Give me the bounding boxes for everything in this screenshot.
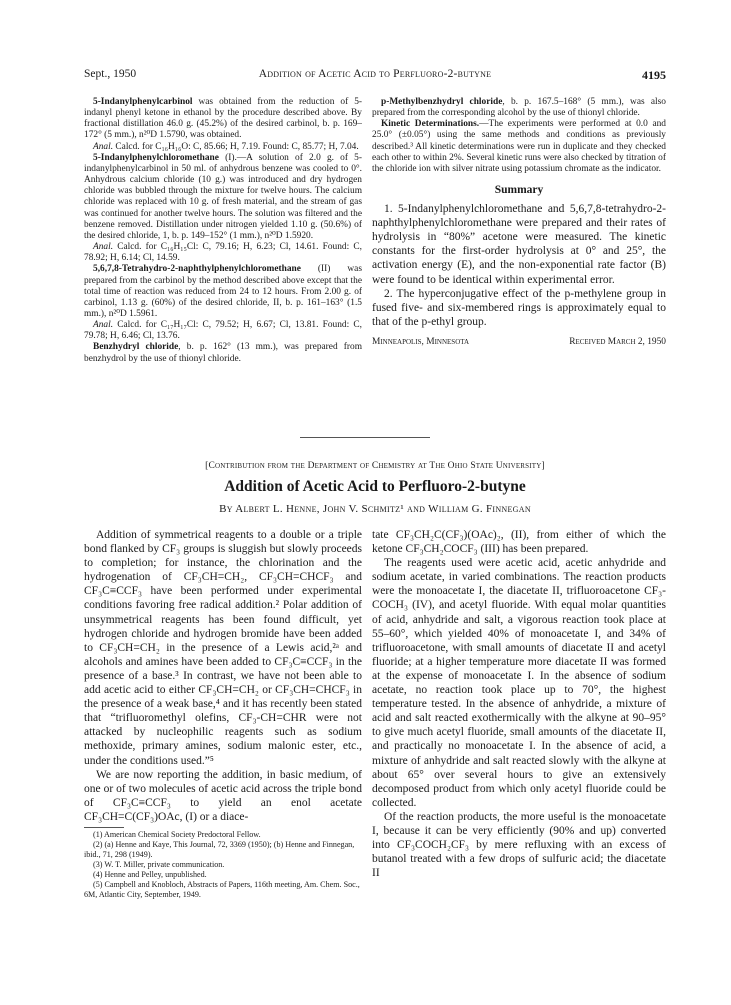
- article-separator: [300, 437, 430, 438]
- running-head-title: Addition of Acetic Acid to Perfluoro-2-butyne: [258, 68, 492, 80]
- prev-article-right-column: [372, 97, 666, 351]
- summary: [372, 202, 666, 329]
- body-paragraph: Addition of symmetrical reagents to a double or a triple bond flanked by CF₃ groups is sluggish but slowly proceeds to completion; for instance, the chlorination and the hydrogenation of CF₃CH=CH₂, CF₃CH=CHCF₃ and CF₃C≡CCF₃ have been performed under experimental conditions favoring free radical addition.² Polar addition of unsymmetrical reagents has been found difficult, yet hydrogen chloride and hydrogen bromide have been added to CF₃CH=CH₂ in the presence of a Lewis acid,²ᵃ and alcohols and amines have been added to CF₃C≡CCF₃ in the presence of a base.³ In contrast, we have not been able to add acetic acid to either CF₃CH=CH₂ or CF₃CH=CHCF₃ in the presence of a weak base,⁴ and it has recently been stated that “trifluoromethyl olefins, CF₃-CH=CHR were not attacked by nucleophilic reagents such as sodium methoxide, primary amines, sodium malonic ester, etc., under the conditions used.”⁵: [84, 529, 362, 767]
- body-paragraph: tate CF₃CH₂C(CF₃)(OAc)₂, (II), from either of which the ketone CF₃CH₂COCF₃ (III) has been prepared.: [372, 529, 666, 556]
- footnote: (1) American Chemical Society Predoctoral Fellow.: [93, 829, 261, 839]
- kinetic-paragraph: Kinetic Determinations.—The experiments were performed at 0.0 and 25.0° (±0.05°) using the same methods and conditions as previously described.³ All kinetic determinations were run in duplicate and they checked each other to within 2%. Several kinetic runs were also checked by titration of the chloride ion with silver nitrate using potassium chromate as the indicator.: [372, 119, 666, 174]
- footnote: (4) Henne and Pelley, unpublished.: [93, 869, 207, 879]
- footnote: (3) W. T. Miller, private communication.: [93, 859, 225, 869]
- place-received-line: [372, 337, 666, 351]
- article-authors: By Albert L. Henne, John V. Schmitz¹ and William G. Finnegan: [219, 503, 531, 515]
- summary-heading: Summary: [494, 184, 544, 197]
- chloromethane-paragraph: 5-Indanylphenylchloromethane (I).—A solution of 2.0 g. of 5-indanylphenylcarbinol in 50 ml. of anhydrous benzene was cooled to 0°. Anhydrous calcium chloride (10 g.) was introduced and dry hydrogen chloride was bubbled through the mixture for twelve hours. The calcium chloride was replaced with 10 g. of fresh material, and the stream of gas was continued for another twelve hours. The solution was filtered and the benzene removed. Distillation under nitrogen yielded 1.10 g. (50.6%) of the desired chloride, 1, b. p. 149–152° (1 mm.), n²⁰D 1.5920.: [84, 152, 362, 241]
- carbinol-paragraph: 5-Indanylphenylcarbinol was obtained from the reduction of 5-indanyl phenyl ketone in ethanol by the procedure described above. By fractional distillation 46.0 g. (45.2%) of the desired carbinol, b. p. 169–172° (5 mm.), n²⁰D 1.5790, was obtained.: [84, 97, 362, 141]
- prev-article-left-column: [84, 97, 362, 365]
- footnotes: [84, 830, 362, 900]
- article-right-column: [372, 528, 666, 880]
- contribution-line: [Contribution from the Department of Chemistry at The Ohio State University]: [205, 461, 545, 471]
- methylbenzhydryl-paragraph: p-Methylbenzhydryl chloride, b. p. 167.5–168° (5 mm.), was also prepared from the corresponding alcohol by the use of thionyl chloride.: [372, 97, 666, 119]
- analysis-paragraph: Anal. Calcd. for C₁₇H₁₇Cl: C, 79.52; H, 6.67; Cl, 13.81. Found: C, 79.78; H, 6.46; Cl, 13.76.: [84, 320, 362, 342]
- footnote-rule: [84, 827, 124, 828]
- article-title: Addition of Acetic Acid to Perfluoro-2-butyne: [224, 478, 526, 495]
- body-paragraph: We are now reporting the addition, in basic medium, of one or of two molecules of acetic acid across the triple bond of CF₃C≡CCF₃ to yield an enol acetate CF₃CH=C(CF₃)OAc, (I) or a diace-: [84, 768, 362, 823]
- place: Minneapolis, Minnesota: [372, 336, 470, 347]
- footnote: (2) (a) Henne and Kaye, This Journal, 72, 3369 (1950); (b) Henne and Finnegan, ibid., 71, 298 (1949).: [84, 839, 355, 859]
- running-head-date: Sept., 1950: [84, 68, 137, 80]
- summary-item: 1. 5-Indanylphenylchloromethane and 5,6,7,8-tetrahydro-2-naphthylphenylchloromethane were prepared and their rates of hydrolysis in “80%” acetone were measured. The kinetic constants for the first-order hydrolysis at 0° and 25°, the activation energy (E), and the non-exponential rate factor (B) were found to be identical within experimental error.: [372, 203, 666, 286]
- benzhydryl-paragraph: Benzhydryl chloride, b. p. 162° (13 mm.), was prepared from benzhydrol by the use of thionyl chloride.: [84, 342, 362, 364]
- page-number: 4195: [642, 68, 666, 82]
- running-head: [84, 68, 666, 84]
- article-left-column: [84, 528, 362, 900]
- received-date: Received March 2, 1950: [569, 336, 666, 347]
- analysis-paragraph: Anal. Calcd. for C₁₆H₁₅Cl: C, 79.16; H, 6.23; Cl, 14.61. Found: C, 78.92; H, 6.14; Cl, 14.59.: [84, 242, 362, 264]
- naphthyl-paragraph: 5,6,7,8-Tetrahydro-2-naphthylphenylchloromethane (II) was prepared from the carbinol by the method described above except that the total time of reaction was reduced from 24 to 12 hours. From 2.00 g. of carbinol, 1.13 g. (60%) of the desired chloride, II, b. p. 161–163° (1.5 mm.), n²⁰D 1.5961.: [84, 264, 362, 319]
- body-paragraph: Of the reaction products, the more useful is the monoacetate I, because it can be very efficiently (90% and up) converted into CF₃COCH₂CF₃ by mere refluxing with an excess of butanol treated with a few drops of sulfuric acid; the diacetate II: [372, 810, 666, 880]
- analysis-paragraph: Anal. Calcd. for C₁₆H₁₆O: C, 85.66; H, 7.19. Found: C, 85.77; H, 7.04.: [93, 141, 359, 152]
- body-paragraph: The reagents used were acetic acid, acetic anhydride and sodium acetate, in varied combinations. The reaction products were the monoacetate I, the diacetate II, trifluoroacetone CF₃-COCH₃ (IV), and acetyl fluoride. With equal molar quantities of acid, anhydride and salt, a vigorous reaction took place at 55–60°, which yielded 40% of monoacetate I, and 34% of trifluoroacetone, with small amounts of diacetate II and acetyl fluoride; at a higher temperature more diacetate II was formed at the expense of monoacetate I. In the absence of sodium acetate, no reaction took place up to 70°, the highest temperature tested. In the absence of anhydride, a mixture of acid and salt reacted exothermically with the alkyne at 90–95° to give much acetyl fluoride, small amounts of the diacetate II, and practically no monoacetate I. In the absence of acid, a mixture of anhydride and salt reacted slowly with the alkyne at about 65° over several hours to give an extensively decomposed product from which only acetyl fluoride could be collected.: [372, 557, 666, 809]
- footnote: (5) Campbell and Knobloch, Abstracts of Papers, 116th meeting, Am. Chem. Soc., 6M, Atlantic City, September, 1949.: [84, 879, 360, 899]
- summary-item: 2. The hyperconjugative effect of the p-methylene group in fused five- and six-membered rings is approximately equal to that of the p-ethyl group.: [372, 287, 666, 328]
